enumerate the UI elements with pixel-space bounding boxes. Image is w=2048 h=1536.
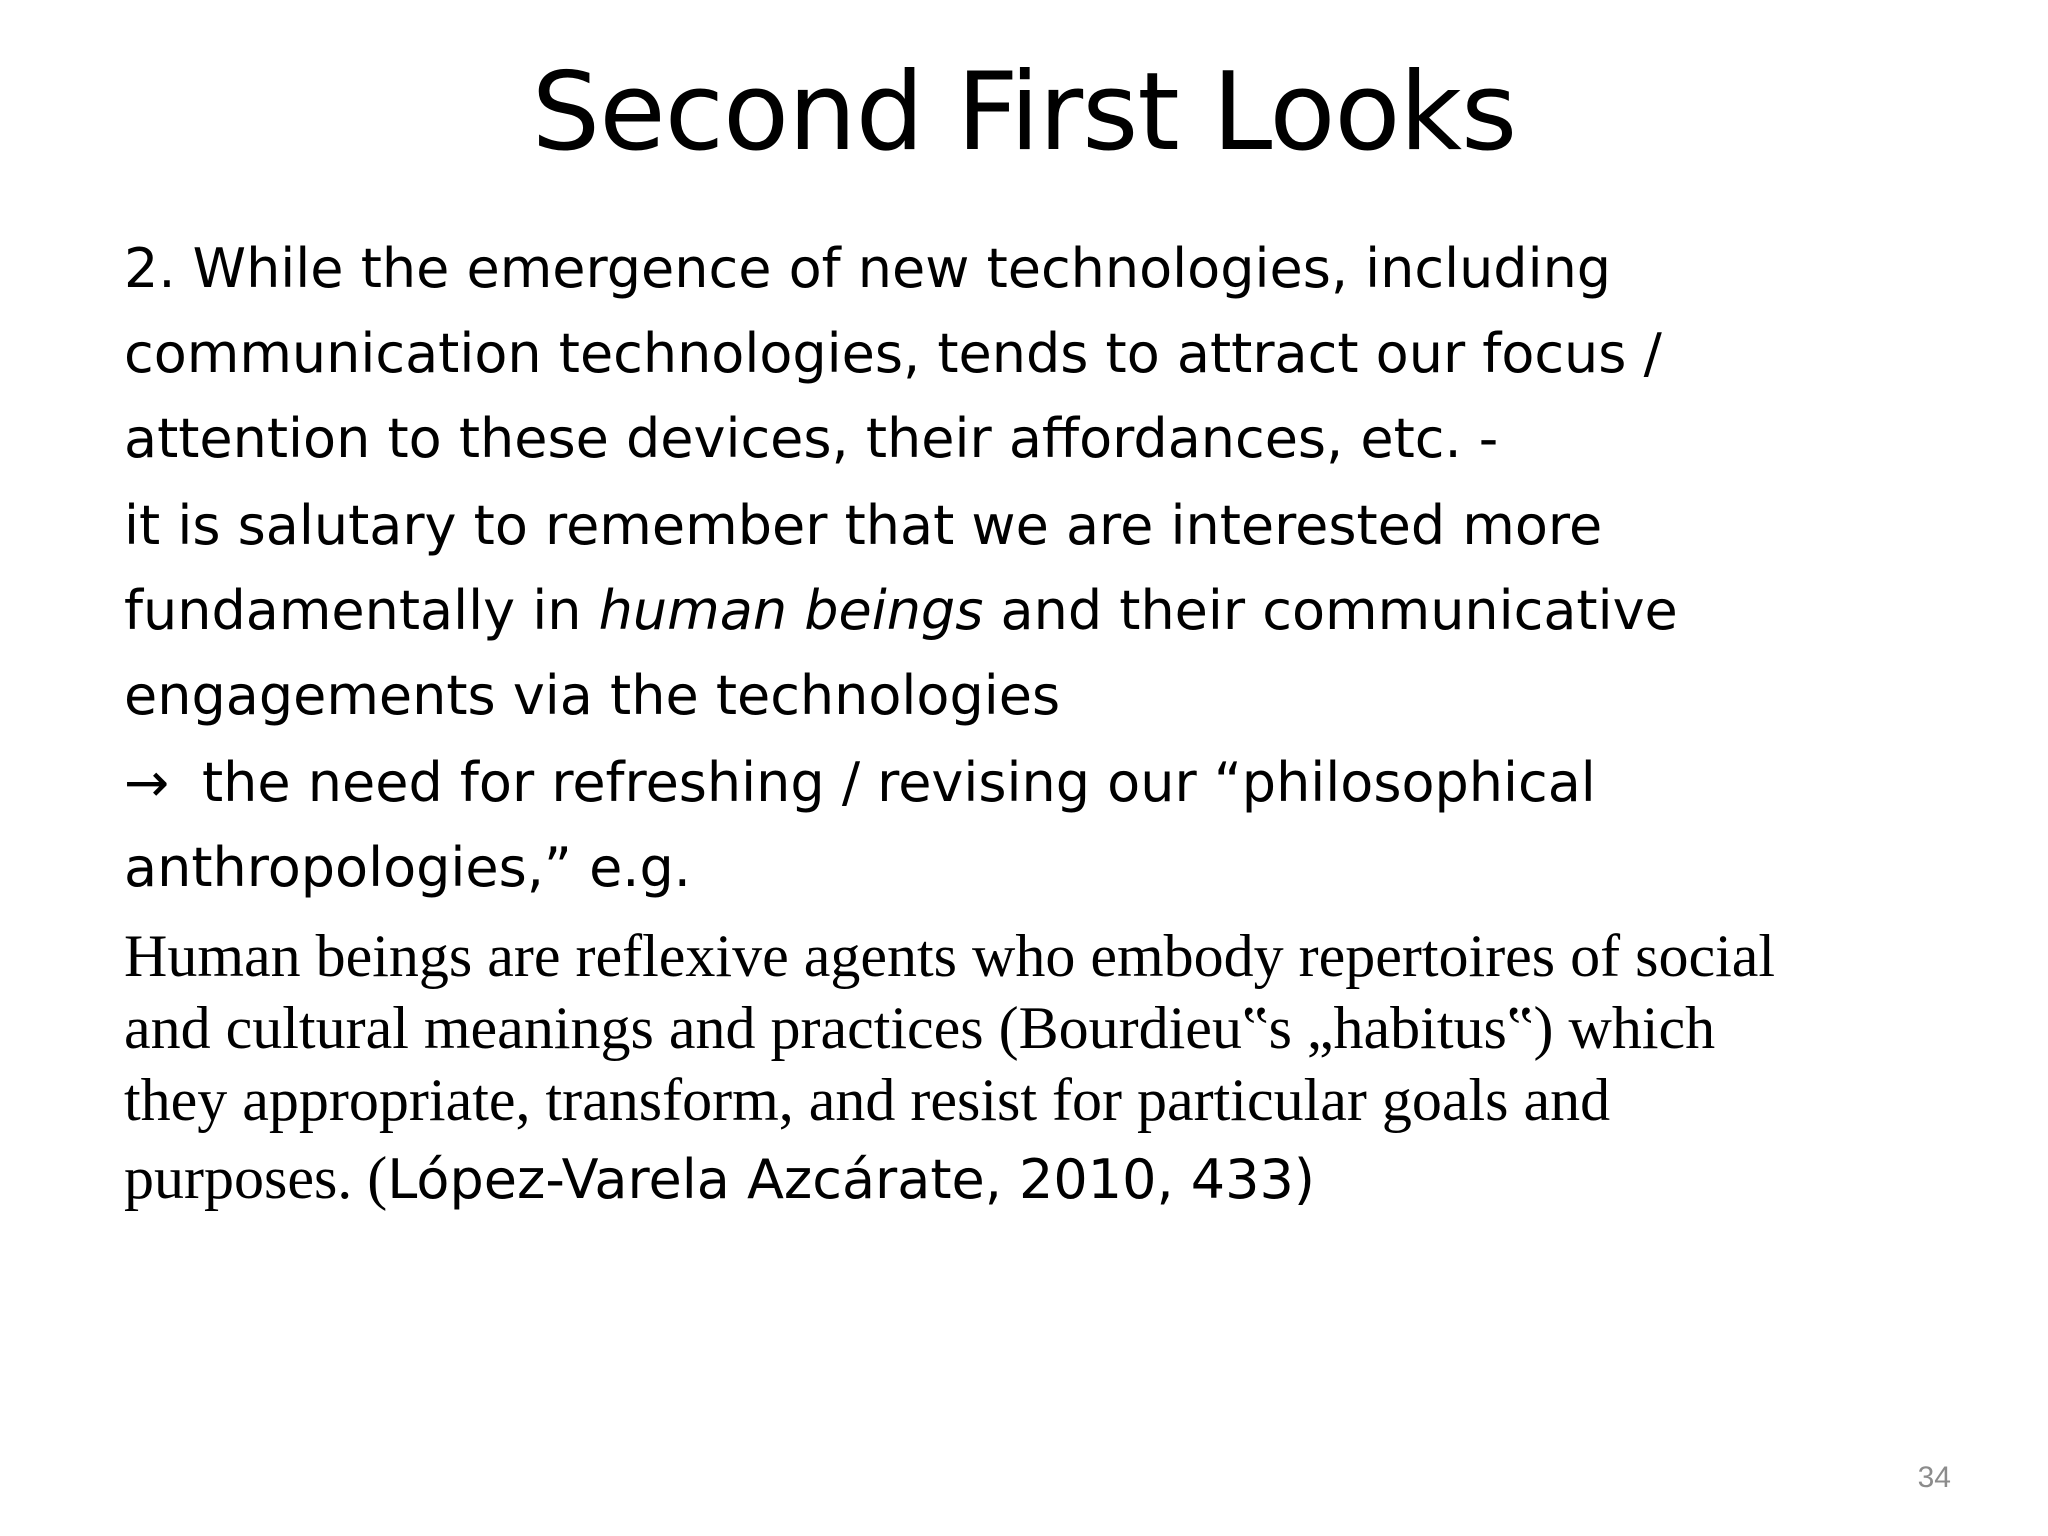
paragraph-line: attention to these devices, their affordances, etc. - — [124, 407, 1499, 470]
text-segment: the need for refreshing / revising our “philosophical — [202, 751, 1596, 814]
quote-line — [124, 1136, 1904, 1222]
paragraph-line — [124, 740, 1904, 825]
emphasis-human-beings: human beings — [598, 579, 984, 642]
quote-line: Human beings are reflexive agents who embody repertoires of social — [124, 923, 1776, 989]
paragraph-line: anthropologies,” e.g. — [124, 836, 691, 899]
paragraph-human-beings — [124, 483, 1904, 738]
right-arrow-icon: → — [124, 751, 170, 814]
paragraph-philosophical-anthropologies — [124, 740, 1904, 910]
paragraph-line: it is salutary to remember that we are interested more — [124, 494, 1603, 557]
paragraph-line: 2. While the emergence of new technologies, including — [124, 237, 1612, 300]
text-segment: and their communicative — [983, 579, 1678, 642]
paragraph-line: communication technologies, tends to attract our focus / — [124, 322, 1662, 385]
slide-body — [124, 226, 1904, 1224]
text-segment: fundamentally in — [124, 579, 599, 642]
slide-title: Second First Looks — [531, 50, 1517, 175]
paragraph-line: engagements via the technologies — [124, 664, 1061, 727]
paragraph-line — [124, 568, 1904, 653]
text-segment: purposes. ( — [124, 1145, 388, 1211]
page-number: 34 — [1917, 1461, 1951, 1494]
quote-line: they appropriate, transform, and resist for particular goals and — [124, 1067, 1611, 1133]
quote-line: and cultural meanings and practices (Bourdieu‟s „habitus‟) which — [124, 995, 1716, 1061]
quote-paragraph — [124, 920, 1904, 1222]
paragraph-technologies — [124, 226, 1904, 481]
citation: López-Varela Azcárate, 2010, 433) — [387, 1148, 1315, 1211]
